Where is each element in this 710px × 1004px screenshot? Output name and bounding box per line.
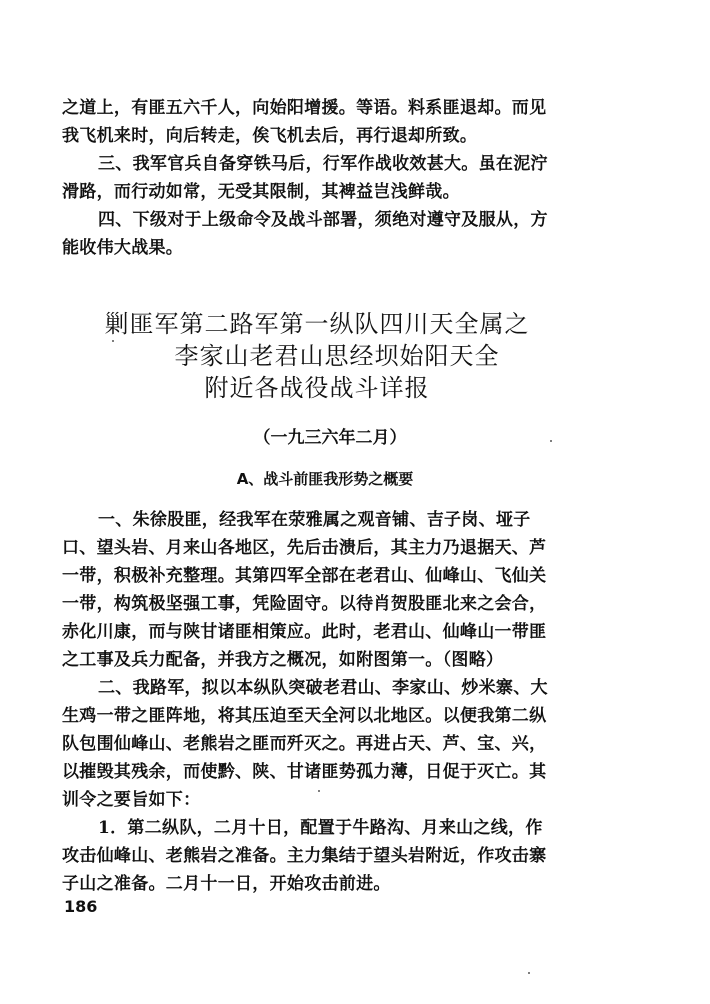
page-number: 186 bbox=[64, 897, 98, 916]
section-heading: A、战斗前匪我形势之概要 bbox=[236, 470, 414, 488]
body-line: 生鸡一带之匪阵地，将其压迫至天全河以北地区。以便我第二纵 bbox=[62, 706, 547, 726]
body-line: 三、我军官兵自备穿铁马后，行军作战收效甚大。虽在泥泞 bbox=[98, 154, 548, 174]
scan-speck bbox=[550, 440, 552, 442]
body-line: 1．第二纵队，二月十日，配置于牛路沟、月来山之线，作 bbox=[98, 818, 543, 838]
scan-speck bbox=[112, 340, 114, 342]
document-title-line: 李家山老君山思经坝始阳天全 bbox=[174, 342, 500, 370]
body-line: 一带，积极补充整理。其第四军全部在老君山、仙峰山、飞仙关 bbox=[62, 566, 547, 586]
scan-speck bbox=[318, 790, 320, 792]
body-line: 我飞机来时，向后转走，俟飞机去后，再行退却所致。 bbox=[62, 126, 478, 146]
body-line: 以摧毁其残余，而使黔、陕、甘诸匪势孤力薄，日促于灭亡。其 bbox=[62, 762, 547, 782]
body-line: 队包围仙峰山、老熊岩之匪而歼灭之。再进占天、芦、宝、兴， bbox=[62, 734, 547, 754]
document-title-line: 附近各战役战斗详报 bbox=[204, 374, 430, 402]
document-title-line: 剿匪军第二路军第一纵队四川天全属之 bbox=[104, 310, 530, 338]
body-line: 能收伟大战果。 bbox=[62, 238, 184, 258]
body-line: 口、望头岩、月来山各地区，先后击溃后，其主力乃退据天、芦 bbox=[62, 538, 547, 558]
body-line: 之道上，有匪五六千人，向始阳增援。等语。料系匪退却。而见 bbox=[62, 98, 547, 118]
body-line: 训令之要旨如下： bbox=[62, 790, 201, 810]
body-line: 之工事及兵力配备，并我方之概况，如附图第一。（图略） bbox=[62, 650, 504, 670]
body-line: 攻击仙峰山、老熊岩之准备。主力集结于望头岩附近，作攻击寨 bbox=[62, 846, 547, 866]
body-line: 子山之准备。二月十一日，开始攻击前进。 bbox=[62, 874, 391, 894]
document-date: （一九三六年二月） bbox=[253, 428, 407, 448]
scan-speck bbox=[528, 972, 530, 974]
body-line: 赤化川康，而与陕甘诸匪相策应。此时，老君山、仙峰山一带匪 bbox=[62, 622, 547, 642]
body-line: 二、我路军，拟以本纵队突破老君山、李家山、炒米寨、大 bbox=[98, 678, 548, 698]
body-line: 四、下级对于上级命令及战斗部署，须绝对遵守及服从，方 bbox=[98, 210, 548, 230]
body-line: 一、朱徐股匪，经我军在荥雅属之观音铺、吉子岗、垭子 bbox=[98, 510, 531, 530]
body-line: 一带，构筑极坚强工事，凭险固守。以待肖贺股匪北来之会合， bbox=[62, 594, 547, 614]
body-line: 滑路，而行动如常，无受其限制，其裨益岂浅鲜哉。 bbox=[62, 182, 460, 202]
